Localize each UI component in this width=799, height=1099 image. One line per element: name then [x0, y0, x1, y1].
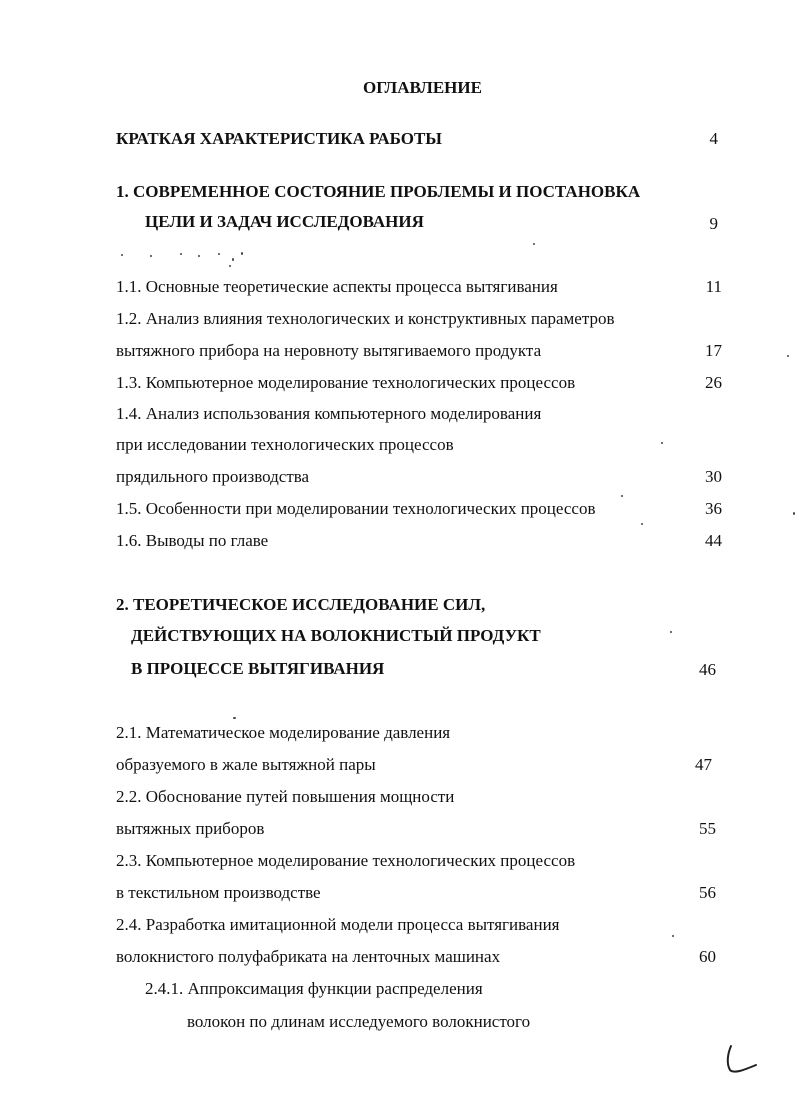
- scan-speck: [233, 717, 236, 719]
- toc-entry-2-2-cont: вытяжных приборов: [116, 819, 265, 838]
- toc-page-number: 44: [705, 531, 722, 550]
- toc-chapter-1-title-cont: ЦЕЛИ И ЗАДАЧ ИССЛЕДОВАНИЯ: [145, 212, 424, 231]
- toc-entry-2-4-1-cont: волокон по длинам исследуемого волокнистого: [187, 1012, 531, 1031]
- toc-chapter-2-title: 2. ТЕОРЕТИЧЕСКОЕ ИССЛЕДОВАНИЕ СИЛ,: [116, 595, 486, 614]
- toc-entry-2-1-cont: образуемого в жале вытяжной пары: [116, 755, 376, 774]
- toc-entry-2-3-cont: в текстильном производстве: [116, 883, 321, 902]
- toc-entry-2-3: 2.3. Компьютерное моделирование технологических процессов: [116, 851, 576, 870]
- toc-page-number: 4: [709, 129, 718, 148]
- toc-page-number: 56: [699, 883, 716, 902]
- page-title: ОГЛАВЛЕНИЕ: [363, 78, 482, 97]
- toc-page-number: 46: [699, 660, 716, 679]
- scan-speck: [241, 252, 243, 255]
- toc-entry-1-3: 1.3. Компьютерное моделирование технологических процессов: [116, 373, 576, 392]
- scan-speck: [198, 255, 200, 257]
- toc-entry-1-2-cont: вытяжного прибора на неровноту вытягиваемого продукта: [116, 341, 542, 360]
- toc-entry-summary: КРАТКАЯ ХАРАКТЕРИСТИКА РАБОТЫ: [116, 129, 442, 148]
- toc-entry-2-4-1: 2.4.1. Аппроксимация функции распределения: [145, 979, 483, 998]
- toc-page-number: 47: [695, 755, 712, 774]
- toc-page-number: 36: [705, 499, 722, 518]
- scan-speck: [180, 253, 182, 255]
- toc-chapter-1-title: 1. СОВРЕМЕННОЕ СОСТОЯНИЕ ПРОБЛЕМЫ И ПОСТАНОВКА: [116, 182, 641, 201]
- scan-speck: [787, 355, 789, 357]
- toc-entry-1-1: 1.1. Основные теоретические аспекты процесса вытягивания: [116, 277, 558, 296]
- toc-entry-1-4-cont: при исследовании технологических процессов: [116, 435, 454, 454]
- toc-page-number: 55: [699, 819, 716, 838]
- toc-entry-1-4-cont2: прядильного производства: [116, 467, 310, 486]
- scan-speck: [672, 935, 674, 937]
- toc-page-number: 30: [705, 467, 722, 486]
- toc-page-number: 9: [709, 214, 718, 233]
- toc-entry-1-4: 1.4. Анализ использования компьютерного моделирования: [116, 404, 542, 423]
- scan-speck: [121, 254, 123, 256]
- scan-speck: [533, 243, 535, 245]
- scan-speck: [229, 265, 231, 267]
- handwritten-mark: [722, 1043, 762, 1077]
- toc-page-number: 17: [705, 341, 722, 360]
- scan-speck: [621, 495, 623, 497]
- toc-entry-1-5: 1.5. Особенности при моделировании технологических процессов: [116, 499, 596, 518]
- scan-speck: [150, 255, 152, 257]
- scan-speck: [793, 512, 795, 515]
- scan-speck: [670, 631, 672, 633]
- scan-speck: [232, 258, 234, 261]
- toc-page-number: 60: [699, 947, 716, 966]
- toc-entry-2-2: 2.2. Обоснование путей повышения мощности: [116, 787, 455, 806]
- toc-chapter-2-title-cont2: В ПРОЦЕССЕ ВЫТЯГИВАНИЯ: [131, 659, 385, 678]
- toc-page-number: 11: [705, 277, 722, 296]
- toc-entry-1-6: 1.6. Выводы по главе: [116, 531, 269, 550]
- toc-page-number: 26: [705, 373, 722, 392]
- toc-entry-2-1: 2.1. Математическое моделирование давления: [116, 723, 451, 742]
- toc-entry-1-2: 1.2. Анализ влияния технологических и конструктивных параметров: [116, 309, 615, 328]
- scan-speck: [661, 442, 663, 444]
- toc-entry-2-4: 2.4. Разработка имитационной модели процесса вытягивания: [116, 915, 560, 934]
- scan-speck: [218, 253, 220, 255]
- toc-chapter-2-title-cont: ДЕЙСТВУЮЩИХ НА ВОЛОКНИСТЫЙ ПРОДУКТ: [131, 626, 541, 645]
- scan-speck: [641, 523, 643, 525]
- toc-entry-2-4-cont: волокнистого полуфабриката на ленточных машинах: [116, 947, 501, 966]
